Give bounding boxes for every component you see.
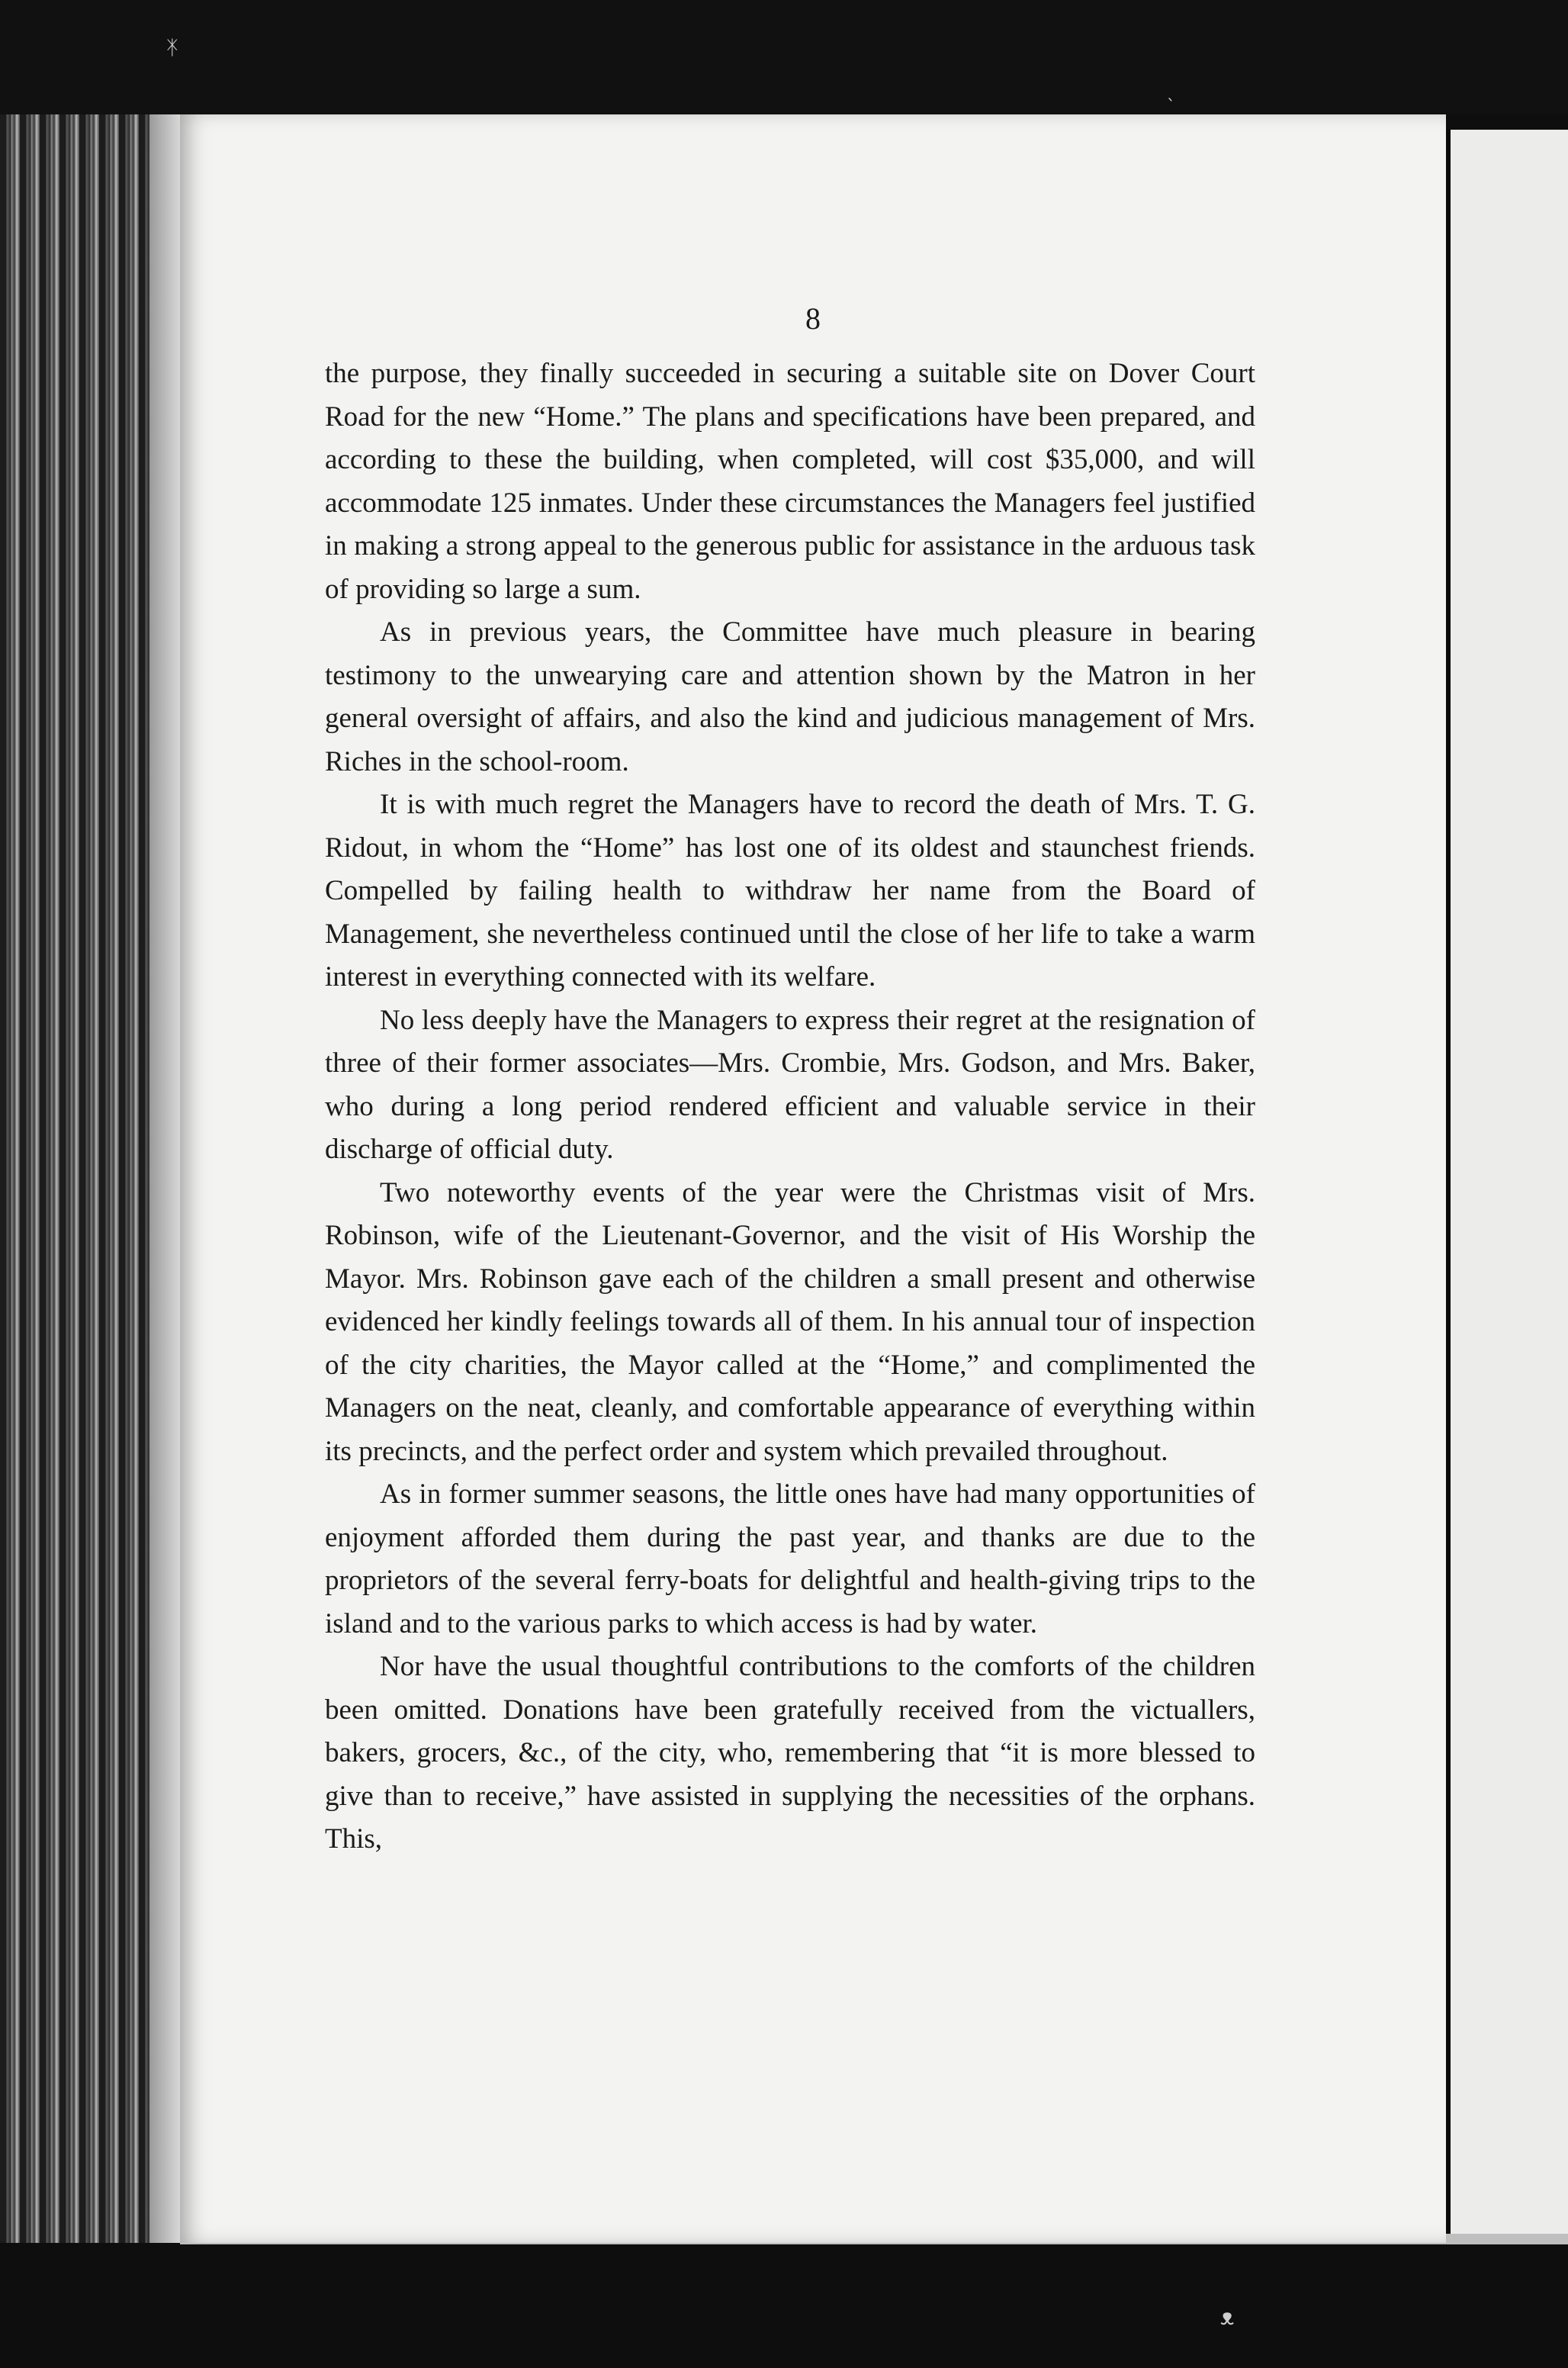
paragraph: No less deeply have the Managers to express their regret at the resignation of three of their former associates—Mrs. Crombie, Mrs. Godson, and Mrs. Baker, who during a long period rendered efficient and valuable service in their discharge of official duty. [325,1004,1255,1165]
film-speck: ᴥ [1220,2304,1235,2331]
paragraph: As in previous years, the Committee have much pleasure in bearing testimony to the unwearying care and attention shown by the Matron in her general oversight of affairs, and also the kind and judicious management of Mrs. Riches in the school-room. [325,616,1255,777]
book-page [180,114,1446,2243]
body-text [325,352,1255,1861]
paragraph: the purpose, they finally succeeded in securing a suitable site on Dover Court Road for the new “Home.” The plans and specifications have been prepared, and according to these the building, when completed, will cost $35,000, and will accommodate 125 inmates. Under these circumstances the Managers feel justified in making a strong appeal to the generous public for assistance in the arduous task of providing so large a sum. [325,358,1255,605]
page-number: 8 [805,301,821,336]
film-speck: ˎ [1167,82,1175,101]
facing-page-edge [1446,130,1568,2235]
paragraph: As in former summer seasons, the little ones have had many opportunities of enjoyment afforded them during the past year, and thanks are due to the proprietors of the several ferry-boats for delightful and health-giving trips to the island and to the various parks to which access is had by water. [325,1478,1255,1639]
book-page-edges [0,114,180,2243]
film-speck: ᛡ [166,37,178,60]
paragraph: Nor have the usual thoughtful contributions to the comforts of the children been omitted. Donations have been gratefully received from the victuallers, bakers, grocers, &c., of the city, who, remembering that “it is more blessed to give than to receive,” have assisted in supplying the necessities of the orphans. This, [325,1651,1255,1855]
microfilm-top-margin [0,0,1568,114]
paragraph: Two noteworthy events of the year were the Christmas visit of Mrs. Robinson, wife of the Lieutenant-Governor, and the visit of His Worship the Mayor. Mrs. Robinson gave each of the children a small present and otherwise evidenced her kindly feelings towards all of them. In his annual tour of inspection of the city charities, the Mayor called at the “Home,” and complimented the Managers on the neat, cleanly, and comfortable appearance of everything within its precincts, and the perfect order and system which prevailed throughout. [325,1176,1255,1467]
paragraph: It is with much regret the Managers have to record the death of Mrs. T. G. Ridout, in whom the “Home” has lost one of its oldest and staunchest friends. Compelled by failing health to withdraw her name from the Board of Management, she nevertheless continued until the close of her life to take a warm interest in everything connected with its welfare. [325,789,1255,993]
